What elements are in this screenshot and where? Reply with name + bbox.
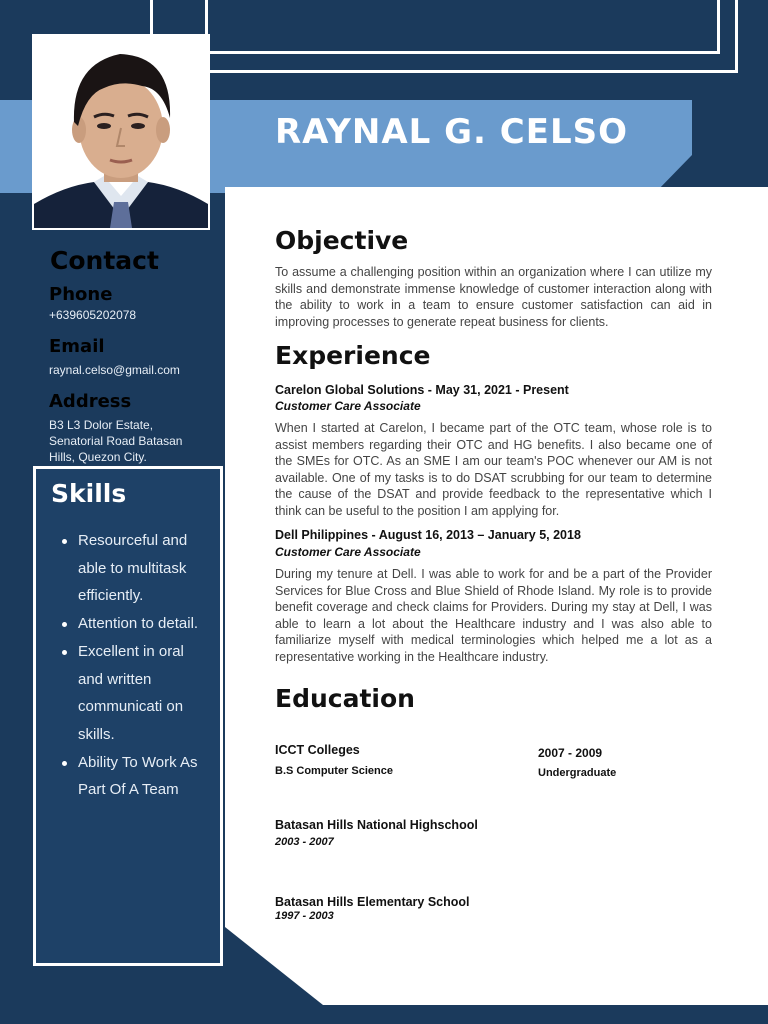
skills-box bbox=[33, 466, 223, 966]
job-role: Customer Care Associate bbox=[275, 399, 421, 413]
phone-label: Phone bbox=[49, 284, 113, 305]
education-heading: Education bbox=[275, 684, 415, 713]
education-years: 2003 - 2007 bbox=[275, 836, 334, 848]
email-value: raynal.celso@gmail.com bbox=[49, 363, 180, 377]
skills-list bbox=[56, 527, 200, 804]
candidate-name: RAYNAL G. CELSO bbox=[275, 112, 629, 152]
experience-heading: Experience bbox=[275, 341, 431, 370]
education-degree: B.S Computer Science bbox=[275, 765, 393, 777]
decorative-frame-outer bbox=[205, 0, 738, 73]
education-school: Batasan Hills Elementary School bbox=[275, 895, 470, 909]
skill-item: Excellent in oral and written communicati on skills. bbox=[78, 638, 200, 749]
email-label: Email bbox=[49, 336, 105, 357]
contact-heading: Contact bbox=[50, 246, 159, 275]
address-label: Address bbox=[49, 391, 132, 412]
skill-item: Attention to detail. bbox=[78, 610, 200, 638]
education-years: 2007 - 2009 bbox=[538, 746, 603, 760]
skill-item: Resourceful and able to multitask efficiently. bbox=[78, 527, 200, 610]
address-value: B3 L3 Dolor Estate, Senatorial Road Batasan Hills, Quezon City. bbox=[49, 418, 183, 464]
education-school: ICCT Colleges bbox=[275, 743, 360, 757]
profile-photo-image bbox=[34, 36, 208, 228]
education-level: Undergraduate bbox=[538, 767, 617, 779]
job-heading: Carelon Global Solutions - May 31, 2021 - Present bbox=[275, 383, 569, 397]
job-role: Customer Care Associate bbox=[275, 545, 421, 559]
skill-item: Ability To Work As Part Of A Team bbox=[78, 749, 200, 804]
job-description: When I started at Carelon, I became part of the OTC team, whose role is to assist members regarding their OTC and HG benefits. I also became one of the SMEs for OTC. As an SME I am our team's POC whenever our AM is not available. One of my tasks is to do DSAT scrubbing for our team to determine the cause of the DSAT and provide feedback to the representative which I think can be useful to the position I am applying for. bbox=[275, 421, 712, 518]
phone-value: +639605202078 bbox=[49, 308, 137, 322]
education-years: 1997 - 2003 bbox=[275, 910, 334, 922]
education-school: Batasan Hills National Highschool bbox=[275, 818, 478, 832]
objective-text: To assume a challenging position within an organization where I can utilize my skills and demonstrate immense knowledge of customer interaction along with the ability to work in a team to ensure customer satisfaction can aid in improving processes to generate repeat business for clients. bbox=[275, 265, 712, 329]
skills-heading: Skills bbox=[51, 479, 127, 508]
profile-photo bbox=[32, 34, 210, 230]
job-heading: Dell Philippines - August 16, 2013 – January 5, 2018 bbox=[275, 528, 581, 542]
objective-heading: Objective bbox=[275, 226, 409, 255]
job-description: During my tenure at Dell. I was able to work for and be a part of the Provider Services for Blue Cross and Blue Shield of Rhode Island. My role is to provide benefit coverage and check claims for Providers. During my stay at Dell, I was able to learn a lot about the Healthcare industry and I was also able to familiarize myself with medical terminologies which helped me a lot as a representative working in the Healthcare industry. bbox=[275, 567, 712, 664]
